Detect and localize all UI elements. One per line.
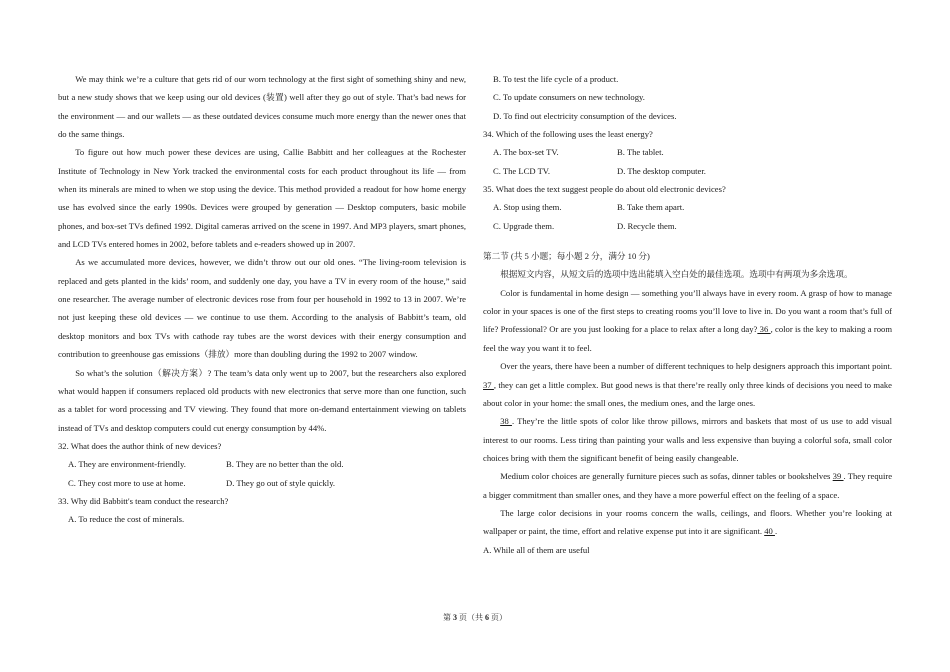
cloze-text: . They’re the little spots of color like throw pillows, mirrors and baskets that most of us use to add visual interest to our rooms. Less tiring than painting your walls and less expensive than buying a colorful sofa, small color choices bring with them the significant benefit of being easily changeable.: [483, 416, 892, 463]
option-33b: B. To test the life cycle of a product.: [493, 74, 619, 84]
page-number: 3: [453, 613, 457, 622]
cloze-paragraph-4: [483, 467, 892, 504]
page-footer: [0, 612, 950, 623]
passage-paragraph-1: We may think we’re a culture that gets rid of our worn technology at the first sight of something shiny and new, but a new study shows that we keep using our old devices (装置) well after they go out of style. That’s bad news for the environment — and our wallets — as these outdated devices consume much more energy than the newer ones that do the same things.: [58, 74, 466, 140]
option-32d: D. They go out of style quickly.: [226, 477, 336, 488]
right-column: [483, 70, 892, 559]
option-33a: A. To reduce the cost of minerals.: [68, 514, 185, 525]
option-34d: D. The desktop computer.: [617, 165, 706, 176]
blank-38: 38: [500, 416, 512, 427]
option-33c: C. To update consumers on new technology.: [493, 92, 645, 103]
option-32a: A. They are environment-friendly.: [68, 459, 186, 470]
footer-text: 第: [443, 613, 453, 622]
passage-paragraph-2: To figure out how much power these devices are using, Callie Babbitt and her colleagues at the Rochester Institute of Technology in New York tracked the environmental costs for each product throughout its life — from when its minerals are mined to when we stop using the device. This method provided a readout for how home energy use has evolved since the early 1990s. Devices were grouped by generation — Desktop computers, basic mobile phones, and box-set TVs defined 1992. Digital cameras arrived on the scene in 1997. And MP3 players, smart phones, and LCD TVs entered homes in 2002, before tablets and e-readers showed up in 2007.: [58, 147, 466, 250]
option-35d: D. Recycle them.: [617, 220, 677, 231]
option-33d: D. To find out electricity consumption of the devices.: [493, 110, 677, 121]
question-35-options-row-1: [493, 198, 892, 216]
passage-paragraph-3: As we accumulated more devices, however, we didn’t throw out our old ones. “The living-room television is replaced and gets planted in the kids’ room, and suddenly one day, you have a TV in every room of the house,” said one researcher. The average number of electronic devices rose from four per household in 1992 to 13 in 2007. We’re not just keeping these old devices — we continue to use them. According to the analysis of Babbitt’s team, old desktop monitors and box TVs with cathode ray tubes are the worst devices with their energy consumption and contribution to greenhouse gas emissions（排放）more than doubling during the 1992 to 2007 window.: [58, 257, 466, 360]
cloze-text: . They require a bigger commitment than smaller ones, and they have a more powerful effect on the feeling of a space.: [483, 471, 893, 500]
option-34c: C. The LCD TV.: [493, 165, 551, 176]
option-a: A. While all of them are useful: [483, 544, 590, 555]
option-35b: B. Take them apart.: [617, 202, 685, 213]
option-35c: C. Upgrade them.: [493, 220, 555, 231]
question-32-options-row-1: [68, 455, 466, 473]
option-32b: B. They are no better than the old.: [226, 459, 344, 470]
cloze-text: .: [774, 526, 778, 537]
cloze-paragraph-1: [483, 284, 892, 357]
cloze-text: Over the years, there have been a number of different techniques to help designers approach this important point.: [500, 361, 892, 372]
total-pages: 6: [485, 613, 489, 622]
footer-text: 页（共: [457, 613, 485, 622]
question-35-options-row-2: [493, 217, 892, 235]
question-32-options-row-2: [68, 474, 466, 492]
option-34b: B. The tablet.: [617, 147, 664, 158]
cloze-text: , color is the key to making a room feel the way you want it to feel.: [483, 324, 893, 353]
cloze-text: The large color decisions in your rooms concern the walls, ceilings, and floors. Whether you’re looking at wallpaper or paint, the time, effort and relative expense put into it are significant.: [483, 507, 892, 537]
question-34-options-row-1: [493, 143, 892, 161]
question-35: 35. What does the text suggest people do about old electronic devices?: [483, 184, 726, 195]
cloze-paragraph-2: [483, 357, 892, 412]
blank-39: 39: [832, 471, 844, 482]
footer-text: 页）: [489, 613, 507, 622]
option-32c: C. They cost more to use at home.: [68, 477, 186, 488]
question-34-options-row-2: [493, 162, 892, 180]
question-33: 33. Why did Babbitt's team conduct the research?: [58, 495, 229, 506]
blank-40: 40: [764, 526, 775, 537]
blank-37: 37: [483, 379, 494, 390]
cloze-paragraph-5: [483, 504, 892, 541]
cloze-text: Medium color choices are generally furniture pieces such as sofas, dinner tables or bookshelves: [500, 471, 831, 482]
question-34: 34. Which of the following uses the least energy?: [483, 129, 653, 140]
option-34a: A. The box-set TV.: [493, 147, 559, 158]
cloze-text: , they can get a little complex. But good news is that there’re really only three kinds of decisions you need to make about color in your home: the small ones, the medium ones, and the large ones.: [483, 379, 892, 408]
passage-paragraph-4: So what’s the solution（解决方案）? The team’s data only went up to 2007, but the researchers also explored what would happen if consumers replaced old products with new electronics that serve more than one function, such as a tablet for word processing and TV viewing. They found that more on-demand entertainment viewing on tablets instead of TVs and desktop computers could cut energy consumption by 44%.: [58, 367, 466, 433]
cloze-text: Color is fundamental in home design — something you’ll always have in every room. A grasp of how to manage color in your spaces is one of the first steps to creating rooms you’ll love to live in. Do you want a room that’s full of life? Professional? Or are you just looking for a place to relax after a long day?: [483, 287, 892, 335]
section-instruction: 根据短文内容，从短文后的选项中选出能填入空白处的最佳选项。选项中有两项为多余选项。: [500, 269, 853, 280]
blank-36: 36: [757, 324, 771, 335]
section-heading: 第二节 (共 5 小题；每小题 2 分，满分 10 分): [483, 251, 650, 262]
question-32: 32. What does the author think of new devices?: [58, 440, 222, 451]
left-column: [58, 70, 466, 529]
cloze-paragraph-3: [483, 412, 892, 467]
option-35a: A. Stop using them.: [493, 202, 562, 213]
